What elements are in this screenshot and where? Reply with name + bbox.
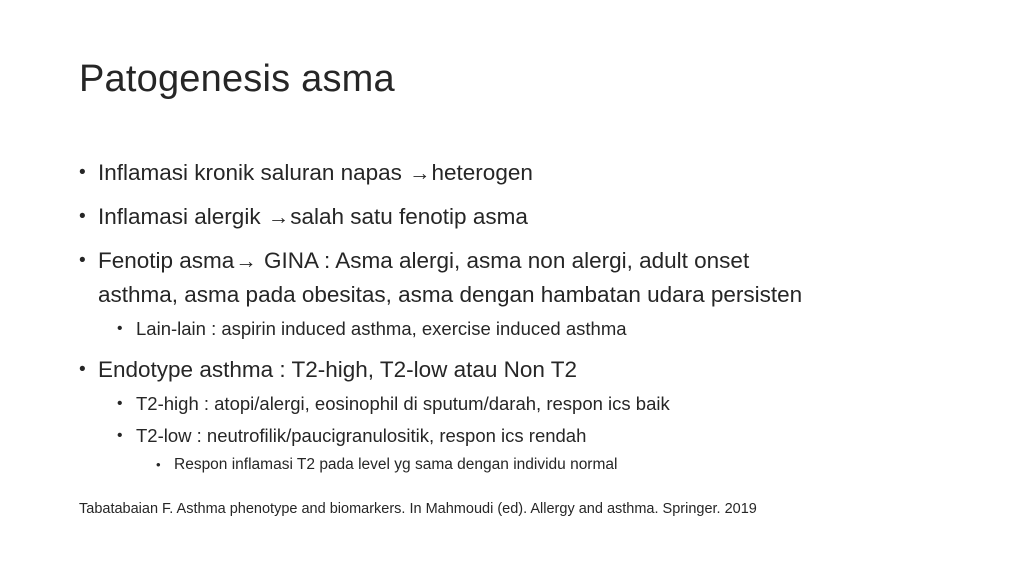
sub-bullet-item-4-1 <box>79 389 979 418</box>
bullet-dot: • <box>117 320 123 337</box>
bullet-text: Inflamasi alergik <box>98 204 267 229</box>
bullet-text: heterogen <box>431 160 533 185</box>
bullet-item-2 <box>79 200 979 234</box>
bullet-text: Inflamasi kronik saluran napas <box>98 160 409 185</box>
bullet-dot: • <box>79 206 86 227</box>
citation-reference: Tabatabaian F. Asthma phenotype and biomarkers. In Mahmoudi (ed). Allergy and asthma. Springer. 2019 <box>79 501 757 517</box>
sub-bullet-text: T2-low : neutrofilik/paucigranulositik, respon ics rendah <box>136 425 587 446</box>
bullet-item-1 <box>79 156 979 190</box>
bullet-dot: • <box>79 250 86 271</box>
bullet-dot: • <box>117 427 123 444</box>
sub-bullet-text: T2-high : atopi/alergi, eosinophil di sputum/darah, respon ics baik <box>136 393 670 414</box>
bullet-item-3 <box>79 244 979 311</box>
bullet-dot: • <box>117 395 123 412</box>
arrow-right-icon: → <box>235 249 257 273</box>
bullet-list <box>79 156 979 477</box>
bullet-text: Fenotip asma <box>98 248 235 273</box>
bullet-text: GINA : Asma alergi, asma non alergi, adult onset <box>257 248 750 273</box>
bullet-text: Endotype asthma : T2-high, T2-low atau Non T2 <box>98 357 578 382</box>
arrow-right-icon: → <box>267 205 290 229</box>
bullet-dot: • <box>156 457 161 472</box>
bullet-text-continued: asthma, asma pada obesitas, asma dengan hambatan udara persisten <box>98 282 803 307</box>
sub-bullet-item-4-2 <box>79 421 979 450</box>
bullet-text: salah satu fenotip asma <box>290 204 528 229</box>
sub-sub-bullet-text: Respon inflamasi T2 pada level yg sama dengan individu normal <box>174 456 618 473</box>
slide-title: Patogenesis asma <box>79 58 395 100</box>
sub-bullet-text: Lain-lain : aspirin induced asthma, exercise induced asthma <box>136 318 627 339</box>
sub-bullet-item-3-1 <box>79 314 979 343</box>
bullet-dot: • <box>79 162 86 183</box>
bullet-item-4 <box>79 353 979 386</box>
bullet-dot: • <box>79 359 86 380</box>
sub-sub-bullet-item-4-2-1 <box>79 452 979 477</box>
arrow-right-icon: → <box>409 161 431 185</box>
